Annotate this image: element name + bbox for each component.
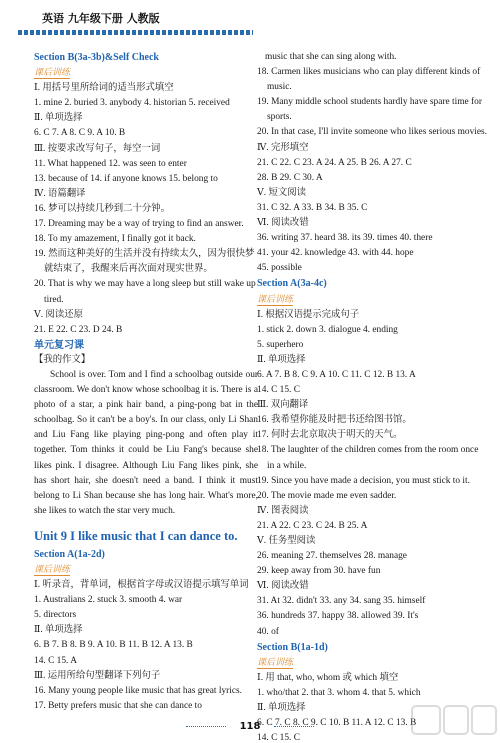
answer-line: 16. 梦可以持续几秒到二十分钟。: [34, 203, 170, 214]
answer-line: Ⅰ. 听录音，背单词，根据首字母或汉语提示填写单词: [34, 580, 249, 591]
answer-paragraph: 19. Since you have made a decision, you must stick to it.: [257, 475, 470, 486]
right-column: [257, 50, 487, 743]
answer-paragraph: 19. Many middle school students hardly have spare time for sports.: [257, 97, 482, 123]
answer-line: 18. To my amazement, I finally got it back.: [34, 234, 196, 245]
unit-title: Unit 9 I like music that I can dance to.: [34, 528, 238, 543]
answer-line: 31. C 32. A 33. B 34. B 35. C: [257, 202, 368, 213]
answer-line: Ⅴ. 短文阅读: [257, 187, 306, 198]
answer-line: 26. meaning 27. themselves 28. manage: [257, 551, 407, 562]
answer-line: Ⅱ. 单项选择: [34, 625, 83, 636]
answer-line: 14. C 15. A: [34, 655, 77, 666]
answer-line: 16. 我希望你能及时把书还给图书馆。: [257, 415, 412, 426]
answer-line: Ⅲ. 按要求改写句子，每空一词: [34, 143, 161, 154]
left-column: [34, 50, 258, 714]
answer-line: 6. C 7. A 8. C 9. A 10. B: [34, 128, 126, 139]
essay-paragraph: School is over. Tom and I find a schoolbag outside our classroom. We don't know whose schoolbag it is. There is a photo of a star, a pink hair band, a ping-pong bat in the schoolbag. So it can't be a boy's. In our class, only Li Shan and Liu Fang like playing ping-pong and often play it together. Tom thinks it could be Liu Fang's because she likes pink. I disagree. Although Liu Fang likes pink, she has short hair, she doesn't need a band. I think it must belong to Li Shan because she has long hair. What's more, she likes to watch the star very much.: [34, 369, 258, 516]
answer-paragraph: 17. Betty prefers music that she can dance to: [34, 700, 202, 711]
answer-line: 31. At 32. didn't 33. any 34. sang 35. himself: [257, 596, 426, 607]
answer-line: 21. E 22. C 23. D 24. B: [34, 324, 123, 335]
answer-paragraph: 20. That is why we may have a long sleep but still wake up tired.: [34, 279, 256, 305]
answer-line: 5. superhero: [257, 339, 304, 350]
category-label: 课后训练: [34, 67, 71, 78]
answer-line: 6. C 7. C 8. C 9. C 10. B 11. A 12. C 13. B: [257, 718, 417, 729]
answer-line: 14. C 15. C: [257, 733, 300, 743]
answer-line: 14. C 15. C: [257, 385, 300, 396]
page-number: 118: [228, 718, 272, 736]
answer-line: 41. your 42. knowledge 43. with 44. hope: [257, 248, 414, 259]
category-row: [257, 292, 487, 308]
section-heading: Section B(3a-3b)&Self Check: [34, 52, 159, 63]
answer-line: 21. C 22. C 23. A 24. A 25. B 26. A 27. C: [257, 157, 412, 168]
answer-line: 29. keep away from 30. have fun: [257, 566, 381, 577]
answer-line: 45. possible: [257, 263, 302, 274]
answer-line: 13. because of 14. if anyone knows 15. belong to: [34, 173, 218, 184]
answer-paragraph: 16. Many young people like music that has great lyrics.: [34, 685, 243, 696]
section-heading: Section B(1a-1d): [257, 641, 328, 653]
category-row: [34, 65, 258, 81]
category-label: 课后训练: [257, 656, 294, 667]
answer-line: 17. 何时去北京取决于明天的天气。: [257, 430, 403, 441]
answer-line: 【我的作文】: [34, 354, 91, 365]
category-row: [34, 562, 258, 578]
answer-line: 1. stick 2. down 3. dialogue 4. ending: [257, 324, 398, 335]
answer-line: Ⅰ. 用括号里所给词的适当形式填空: [34, 83, 174, 94]
answer-line: 1. mine 2. buried 3. anybody 4. historian 5. received: [34, 98, 230, 109]
answer-paragraph: 18. The laughter of the children comes from the room once in a while.: [257, 445, 479, 471]
section-heading: Section A(3a-4c): [257, 278, 327, 290]
page-header: [0, 0, 500, 40]
answer-line: Ⅴ. 任务型阅读: [257, 536, 316, 546]
answer-line: Ⅱ. 单项选择: [34, 113, 83, 124]
answer-line: Ⅰ. 用 that, who, whom 或 which 填空: [257, 672, 399, 683]
header-decoration: [18, 30, 253, 35]
section-heading: 单元复习课: [34, 339, 84, 351]
answer-line: 20. The movie made me even sadder.: [257, 490, 397, 501]
answer-line: Ⅰ. 根据汉语提示完成句子: [257, 309, 360, 320]
answer-line: Ⅳ. 完形填空: [257, 142, 309, 153]
answer-line: Ⅱ. 单项选择: [257, 703, 306, 714]
answer-line: 5. directors: [34, 610, 77, 621]
category-label: 课后训练: [34, 564, 71, 574]
answer-paragraph: 17. Dreaming may be a way of trying to find an answer.: [34, 219, 244, 230]
answer-paragraph: 18. Carmen likes musicians who can play different kinds of music.: [257, 67, 481, 93]
answer-line: Ⅲ. 运用所给句型翻译下列句子: [34, 670, 161, 681]
answer-line: 6. A 7. B 8. C 9. A 10. C 11. C 12. B 13. A: [257, 369, 416, 380]
answer-line: 28. B 29. C 30. A: [257, 172, 323, 183]
answer-line: 40. of: [257, 626, 279, 637]
answer-line: 36. hundreds 37. happy 38. allowed 39. It's: [257, 611, 419, 622]
category-label: 课后训练: [257, 293, 294, 304]
answer-line: 11. What happened 12. was seen to enter: [34, 158, 187, 169]
answer-line: Ⅳ. 语篇翻译: [34, 188, 86, 199]
answer-line: Ⅵ. 阅读改错: [257, 581, 309, 592]
answer-line: Ⅲ. 双向翻译: [257, 400, 309, 411]
answer-paragraph: 19. 然而这种美好的生活并没有持续太久，因为很快梦就结束了，我醒来后再次面对现实世界。: [34, 249, 255, 275]
answer-line: Ⅱ. 单项选择: [257, 354, 306, 365]
answer-line: Ⅵ. 阅读改错: [257, 218, 309, 229]
answer-continuation: music that she can sing along with.: [265, 52, 397, 62]
answer-line: 1. Australians 2. stuck 3. smooth 4. war: [34, 595, 183, 606]
answer-line: 1. who/that 2. that 3. whom 4. that 5. which: [257, 687, 421, 698]
answer-line: Ⅴ. 阅读还原: [34, 309, 83, 320]
answer-line: Ⅳ. 图表阅读: [257, 505, 309, 516]
answer-line: 20. In that case, I'll invite someone who likes serious movies.: [257, 127, 488, 138]
watermark-logo-icon: [410, 700, 498, 740]
answer-line: 6. B 7. B 8. B 9. A 10. B 11. B 12. A 13. B: [34, 640, 193, 651]
section-heading: Section A(1a-2d): [34, 548, 105, 560]
category-row: [257, 655, 487, 671]
book-title: 英语 九年级下册 人教版: [42, 12, 160, 25]
answer-line: 21. A 22. C 23. C 24. B 25. A: [257, 520, 368, 531]
answer-line: 36. writing 37. heard 38. its 39. times 40. there: [257, 233, 433, 244]
